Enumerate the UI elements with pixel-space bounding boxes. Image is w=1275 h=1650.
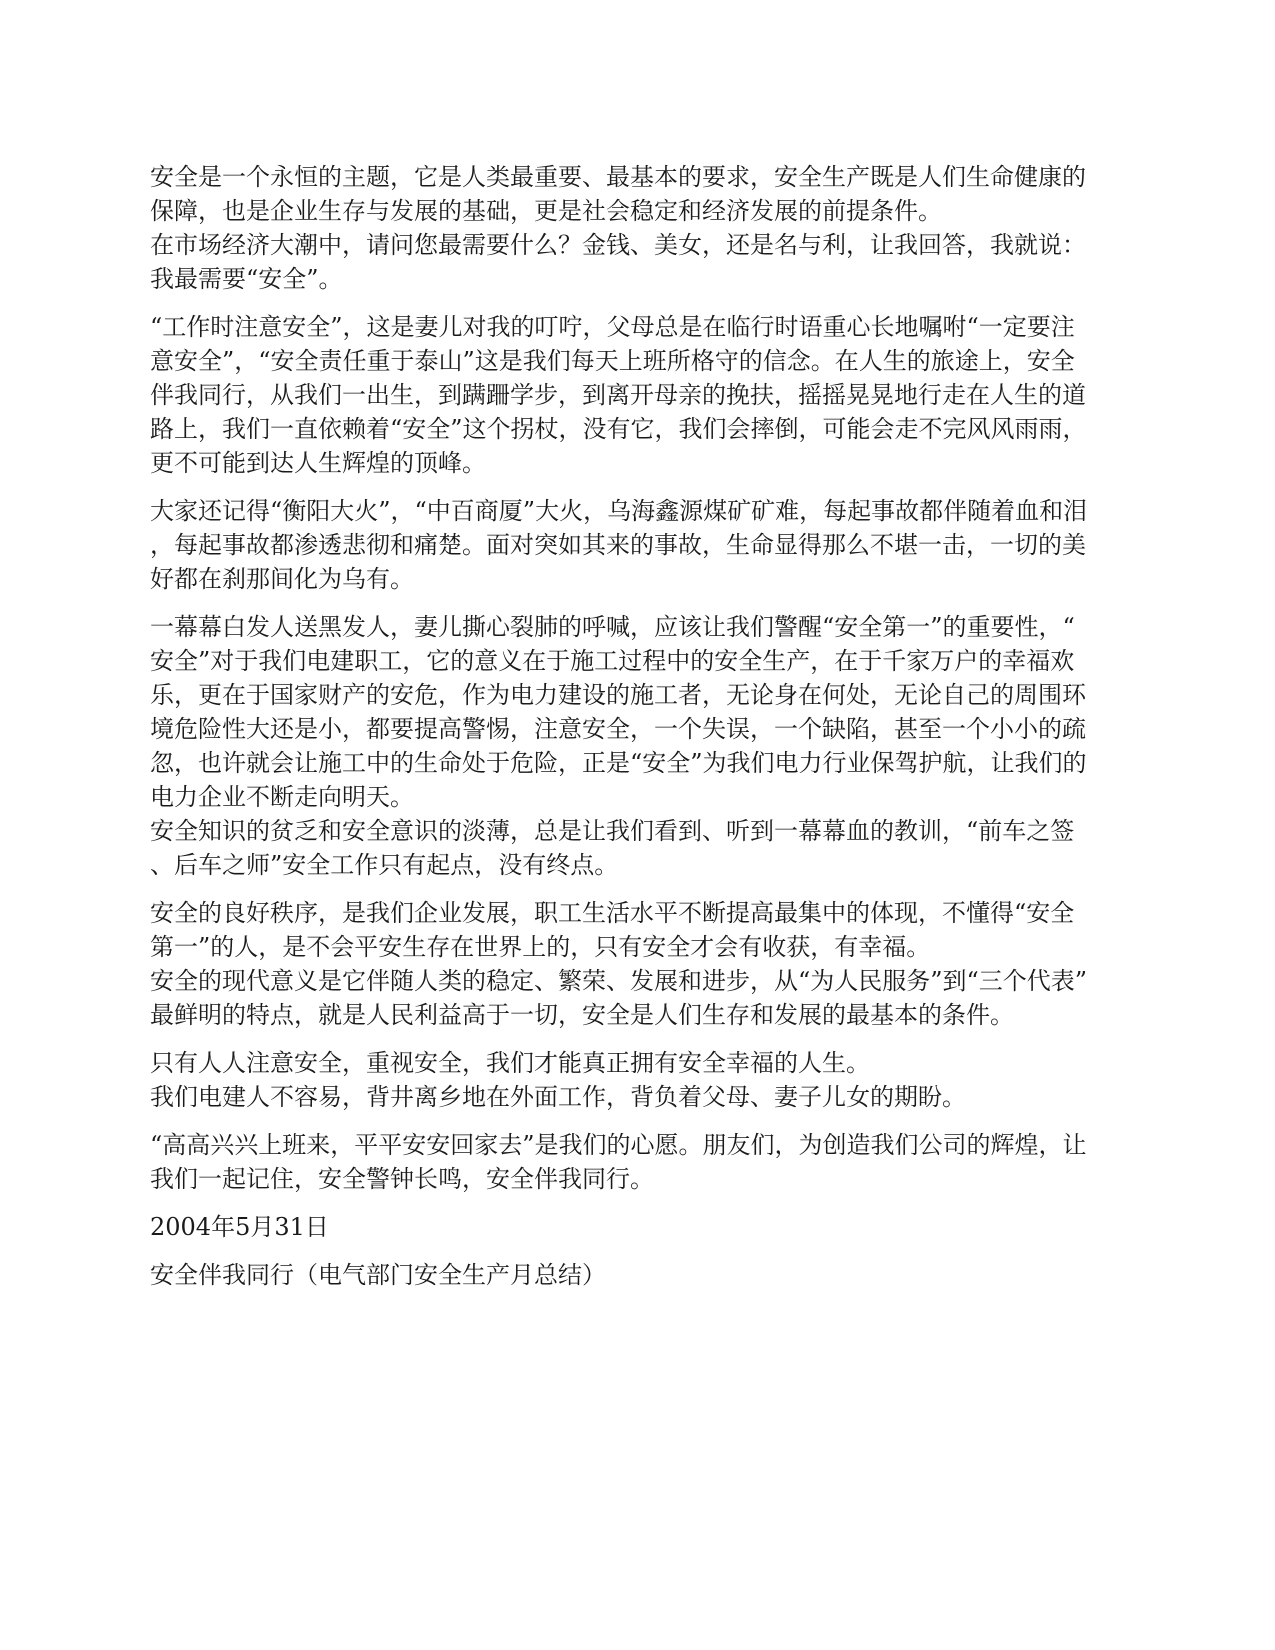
text-line: 保障，也是企业生存与发展的基础，更是社会稳定和经济发展的前提条件。 (150, 197, 942, 225)
text-line: 只有人人注意安全，重视安全，我们才能真正拥有安全幸福的人生。 (150, 1049, 870, 1077)
paragraph-block (150, 494, 1130, 596)
text-line: 电力企业不断走向明天。 (150, 783, 414, 811)
text-line: 安全是一个永恒的主题，它是人类最重要、最基本的要求，安全生产既是人们生命健康的 (150, 163, 1086, 191)
text-line: 意安全”，“安全责任重于泰山”这是我们每天上班所格守的信念。在人生的旅途上，安全 (150, 347, 1075, 375)
text-line: 我们电建人不容易，背井离乡地在外面工作，背负着父母、妻子儿女的期盼。 (150, 1083, 966, 1111)
text-line: 安全知识的贫乏和安全意识的淡薄，总是让我们看到、听到一幕幕血的教训，“前车之签 (150, 817, 1075, 845)
document-date (150, 1210, 1130, 1244)
paragraph-block (150, 310, 1130, 480)
text-line: 路上，我们一直依赖着“安全”这个拐杖，没有它，我们会摔倒，可能会走不完风风雨雨， (150, 415, 1087, 443)
text-line: 忽，也许就会让施工中的生命处于危险，正是“安全”为我们电力行业保驾护航，让我们的 (150, 749, 1087, 777)
text-line: 安全的良好秩序，是我们企业发展，职工生活水平不断提高最集中的体现，不懂得“安全 (150, 899, 1075, 927)
text-line: 在市场经济大潮中，请问您最需要什么？金钱、美女，还是名与利，让我回答，我就说： (150, 231, 1086, 259)
title-text: 安全伴我同行（电气部门安全生产月总结） (150, 1261, 606, 1289)
text-line: 安全的现代意义是它伴随人类的稳定、繁荣、发展和进步，从“为人民服务”到“三个代表” (150, 967, 1088, 995)
paragraph-block (150, 160, 1130, 296)
text-line: 我最需要“安全”。 (150, 265, 343, 293)
date-text: 2004年5月31日 (150, 1213, 329, 1241)
document-title (150, 1258, 1130, 1292)
text-line: “高高兴兴上班来，平平安安回家去”是我们的心愿。朋友们，为创造我们公司的辉煌，让 (150, 1131, 1087, 1159)
text-line: 更不可能到达人生辉煌的顶峰。 (150, 449, 486, 477)
text-line: 我们一起记住，安全警钟长鸣，安全伴我同行。 (150, 1165, 654, 1193)
text-line: 安全”对于我们电建职工，它的意义在于施工过程中的安全生产，在于千家万户的幸福欢 (150, 647, 1075, 675)
document-body (150, 160, 1130, 1306)
paragraph-block (150, 1128, 1130, 1196)
text-line: 乐，更在于国家财产的安危，作为电力建设的施工者，无论身在何处，无论自己的周围环 (150, 681, 1086, 709)
text-line: ，每起事故都渗透悲彻和痛楚。面对突如其来的事故，生命显得那么不堪一击，一切的美 (150, 531, 1086, 559)
text-line: 伴我同行，从我们一出生，到蹒跚学步，到离开母亲的挽扶，摇摇晃晃地行走在人生的道 (150, 381, 1086, 409)
text-line: 第一”的人，是不会平安生存在世界上的，只有安全才会有收获，有幸福。 (150, 933, 931, 961)
text-line: 大家还记得“衡阳大火”，“中百商厦”大火，乌海鑫源煤矿矿难，每起事故都伴随着血和泪 (150, 497, 1088, 525)
text-line: 、后车之师”安全工作只有起点，没有终点。 (150, 851, 619, 879)
paragraph-block (150, 896, 1130, 1032)
text-line: 最鲜明的特点，就是人民利益高于一切，安全是人们生存和发展的最基本的条件。 (150, 1001, 1014, 1029)
text-line: “工作时注意安全”，这是妻儿对我的叮咛，父母总是在临行时语重心长地嘱咐“一定要注 (150, 313, 1075, 341)
text-line: 一幕幕白发人送黑发人，妻儿撕心裂肺的呼喊，应该让我们警醒“安全第一”的重要性，“ (150, 613, 1075, 641)
paragraph-block (150, 1046, 1130, 1114)
text-line: 好都在刹那间化为乌有。 (150, 565, 414, 593)
text-line: 境危险性大还是小，都要提高警惕，注意安全，一个失误，一个缺陷，甚至一个小小的疏 (150, 715, 1086, 743)
paragraph-block (150, 610, 1130, 882)
